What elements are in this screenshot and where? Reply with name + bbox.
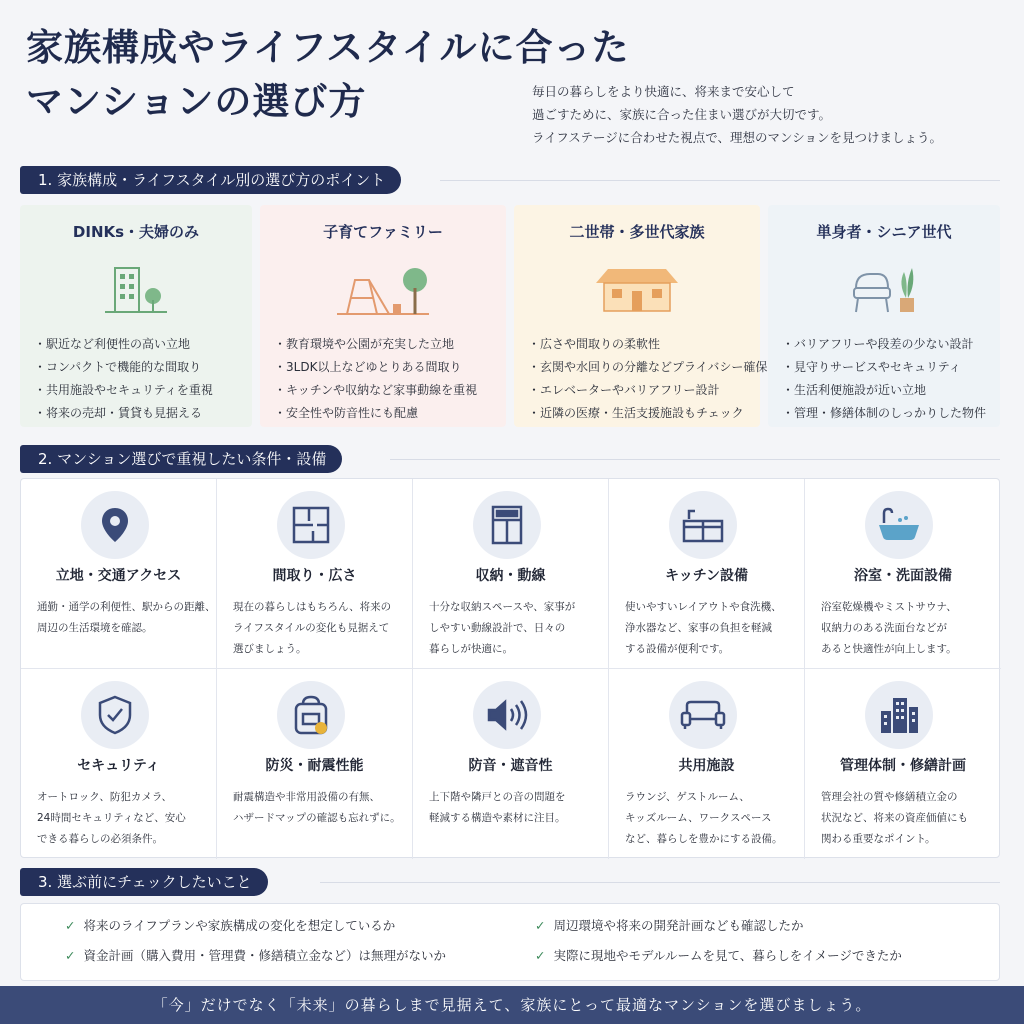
- desc-line: 上下階や隣戸との音の問題を: [429, 791, 566, 803]
- check-item: [535, 946, 902, 966]
- desc-line: 周辺の生活環境を確認。: [37, 622, 153, 634]
- desc-line: 管理会社の質や修繕積立金の: [821, 791, 958, 803]
- desc-line: する設備が便利です。: [625, 643, 730, 655]
- desc-line: 状況など、将来の資産価値にも: [821, 812, 968, 824]
- list-item: ・ エレベーターやバリアフリー設計: [528, 379, 760, 402]
- condition-title: 共用施設: [678, 758, 735, 774]
- condition-desc: [821, 597, 993, 660]
- desc-line: オートロック、防犯カメラ、: [37, 791, 173, 803]
- armchair-plant-icon: [768, 243, 1000, 333]
- check-icon: ✓: [65, 918, 76, 933]
- condition-desc: [429, 597, 601, 660]
- title-line-1: 家族構成やライフスタイルに合った: [26, 25, 630, 69]
- list-item: ・ 広さや間取りの柔軟性: [528, 333, 760, 356]
- condition-desc: [233, 597, 405, 660]
- desc-line: しやすい動線設計で、日々の: [429, 622, 566, 634]
- condition-desc: [37, 597, 216, 639]
- condition-desc: [625, 787, 797, 850]
- floor-plan-icon: [277, 491, 345, 559]
- location-pin-icon: [81, 491, 149, 559]
- condition-management: [805, 669, 1001, 859]
- condition-location: [21, 479, 217, 669]
- card-title: DINKs・夫婦のみ: [72, 223, 200, 241]
- playground-icon: [260, 243, 506, 333]
- condition-disaster: [217, 669, 413, 859]
- desc-line: 耐震構造や非常用設備の有無、: [233, 791, 380, 803]
- desc-line: あると快適性が向上します。: [821, 643, 957, 655]
- desc-line: 浄水器など、家事の負担を軽減: [625, 622, 772, 634]
- condition-desc: [37, 787, 209, 850]
- card-points: [514, 333, 768, 425]
- list-item: ・ コンパクトで機能的な間取り: [34, 356, 252, 379]
- list-item: ・ 玄関や水回りの分離などプライバシー確保: [528, 356, 760, 379]
- condition-desc: [821, 787, 993, 850]
- intro-line: 毎日の暮らしをより快適に、将来まで安心して: [532, 84, 795, 99]
- list-item: ・ 見守りサービスやセキュリティ: [782, 356, 1000, 379]
- intro-text: [532, 80, 1012, 149]
- conditions-grid: [20, 478, 1000, 858]
- condition-layout: [217, 479, 413, 669]
- apartment-building-icon: [20, 243, 252, 333]
- desc-line: 通勤・通学の利便性、駅からの距離、: [37, 601, 216, 613]
- condition-title: 防音・遮音性: [468, 758, 553, 774]
- desc-line: 暮らしが快適に。: [429, 643, 513, 655]
- check-item: [535, 916, 804, 936]
- card-title: 単身者・シニア世代: [816, 223, 952, 241]
- list-item: ・ 共用施設やセキュリティを重視: [34, 379, 252, 402]
- section-divider: [320, 882, 1000, 883]
- card-title: 子育てファミリー: [323, 223, 443, 241]
- desc-line: 収納力のある洗面台などが: [821, 622, 947, 634]
- list-item: ・ 管理・修繕体制のしっかりした物件: [782, 402, 1000, 425]
- desc-line: ライフスタイルの変化も見据えて: [233, 622, 390, 634]
- desc-line: など、暮らしを豊かにする設備。: [625, 833, 783, 845]
- condition-title: キッチン設備: [664, 568, 749, 584]
- check-text: 実際に現地やモデルルームを見て、暮らしをイメージできたか: [553, 948, 902, 963]
- cabinet-icon: [473, 491, 541, 559]
- desc-line: できる暮らしの必須条件。: [37, 833, 163, 845]
- title-line-2: マンションの選び方: [26, 79, 367, 123]
- list-item: ・ キッチンや収納など家事動線を重視: [274, 379, 506, 402]
- speaker-icon: [473, 681, 541, 749]
- card-dinks: [20, 205, 252, 427]
- desc-line: 24時間セキュリティなど、安心: [37, 812, 186, 824]
- check-icon: ✓: [535, 918, 546, 933]
- condition-desc: [625, 597, 797, 660]
- desc-line: ラウンジ、ゲストルーム、: [625, 791, 750, 803]
- check-item: [65, 916, 395, 936]
- condition-title: 浴室・洗面設備: [854, 568, 952, 584]
- desc-line: 関わる重要なポイント。: [821, 833, 936, 845]
- desc-line: 軽減する構造や素材に注目。: [429, 812, 566, 824]
- card-single-senior: [768, 205, 1000, 427]
- list-item: ・ 生活利便施設が近い立地: [782, 379, 1000, 402]
- section-3-heading: 3. 選ぶ前にチェックしたいこと: [20, 868, 268, 896]
- desc-line: キッズルーム、ワークスペース: [625, 812, 772, 824]
- section-divider: [390, 459, 1000, 460]
- intro-line: ライフステージに合わせた視点で、理想のマンションを見つけましょう。: [532, 130, 942, 145]
- condition-title: 収納・動線: [475, 568, 546, 584]
- condition-title: 防災・耐震性能: [265, 758, 364, 774]
- list-item: ・ 3LDK以上などゆとりある間取り: [274, 356, 506, 379]
- list-item: ・ 近隣の医療・生活支援施設もチェック: [528, 402, 760, 425]
- card-points: [20, 333, 252, 425]
- sofa-icon: [669, 681, 737, 749]
- condition-title: 立地・交通アクセス: [55, 568, 182, 584]
- condition-kitchen: [609, 479, 805, 669]
- card-points: [260, 333, 506, 425]
- condition-bath: [805, 479, 1001, 669]
- section-1-heading: 1. 家族構成・ライフスタイル別の選び方のポイント: [20, 166, 401, 194]
- condition-soundproof: [413, 669, 609, 859]
- desc-line: ハザードマップの確認も忘れずに。: [233, 812, 401, 824]
- desc-line: 浴室乾燥機やミストサウナ、: [821, 601, 957, 613]
- list-item: ・ 将来の売却・賃貸も見据える: [34, 402, 252, 425]
- check-icon: ✓: [65, 948, 76, 963]
- bathtub-icon: [865, 491, 933, 559]
- desc-line: 現在の暮らしはもちろん、将来の: [233, 601, 392, 613]
- card-points: [768, 333, 1000, 425]
- condition-storage: [413, 479, 609, 669]
- desc-line: 十分な収納スペースや、家事が: [429, 601, 576, 613]
- condition-title: セキュリティ: [77, 758, 160, 774]
- house-icon: [514, 243, 760, 333]
- emergency-bag-icon: [277, 681, 345, 749]
- kitchen-icon: [669, 491, 737, 559]
- intro-line: 過ごすために、家族に合った住まい選びが大切です。: [532, 107, 832, 122]
- shield-icon: [81, 681, 149, 749]
- check-text: 周辺環境や将来の開発計画なども確認したか: [553, 918, 804, 933]
- lifestyle-cards: [20, 205, 1000, 427]
- condition-title: 間取り・広さ: [272, 568, 357, 584]
- list-item: ・ 教育環境や公園が充実した立地: [274, 333, 506, 356]
- card-multigen: [514, 205, 768, 427]
- condition-security: [21, 669, 217, 859]
- check-text: 資金計画（購入費用・管理費・修繕積立金など）は無理がないか: [83, 948, 446, 963]
- section-divider: [440, 180, 1000, 181]
- list-item: ・ 駅近など利便性の高い立地: [34, 333, 252, 356]
- list-item: ・ 安全性や防音性にも配慮: [274, 402, 506, 425]
- footer-banner: 「今」だけでなく「未来」の暮らしまで見据えて、家族にとって最適なマンションを選びましょう。: [0, 986, 1024, 1024]
- checklist: [20, 903, 1000, 981]
- check-text: 将来のライフプランや家族構成の変化を想定しているか: [83, 918, 396, 933]
- card-family: [260, 205, 506, 427]
- desc-line: 選びましょう。: [233, 643, 307, 655]
- condition-desc: [429, 787, 601, 829]
- list-item: ・ バリアフリーや段差の少ない設計: [782, 333, 1000, 356]
- section-2-heading: 2. マンション選びで重視したい条件・設備: [20, 445, 342, 473]
- condition-title: 管理体制・修繕計画: [840, 758, 966, 774]
- condition-desc: [233, 787, 405, 829]
- building-icon: [865, 681, 933, 749]
- card-title: 二世帯・多世代家族: [569, 223, 705, 241]
- check-item: [65, 946, 446, 966]
- desc-line: 使いやすいレイアウトや食洗機、: [625, 601, 782, 613]
- check-icon: ✓: [535, 948, 546, 963]
- condition-shared-facilities: [609, 669, 805, 859]
